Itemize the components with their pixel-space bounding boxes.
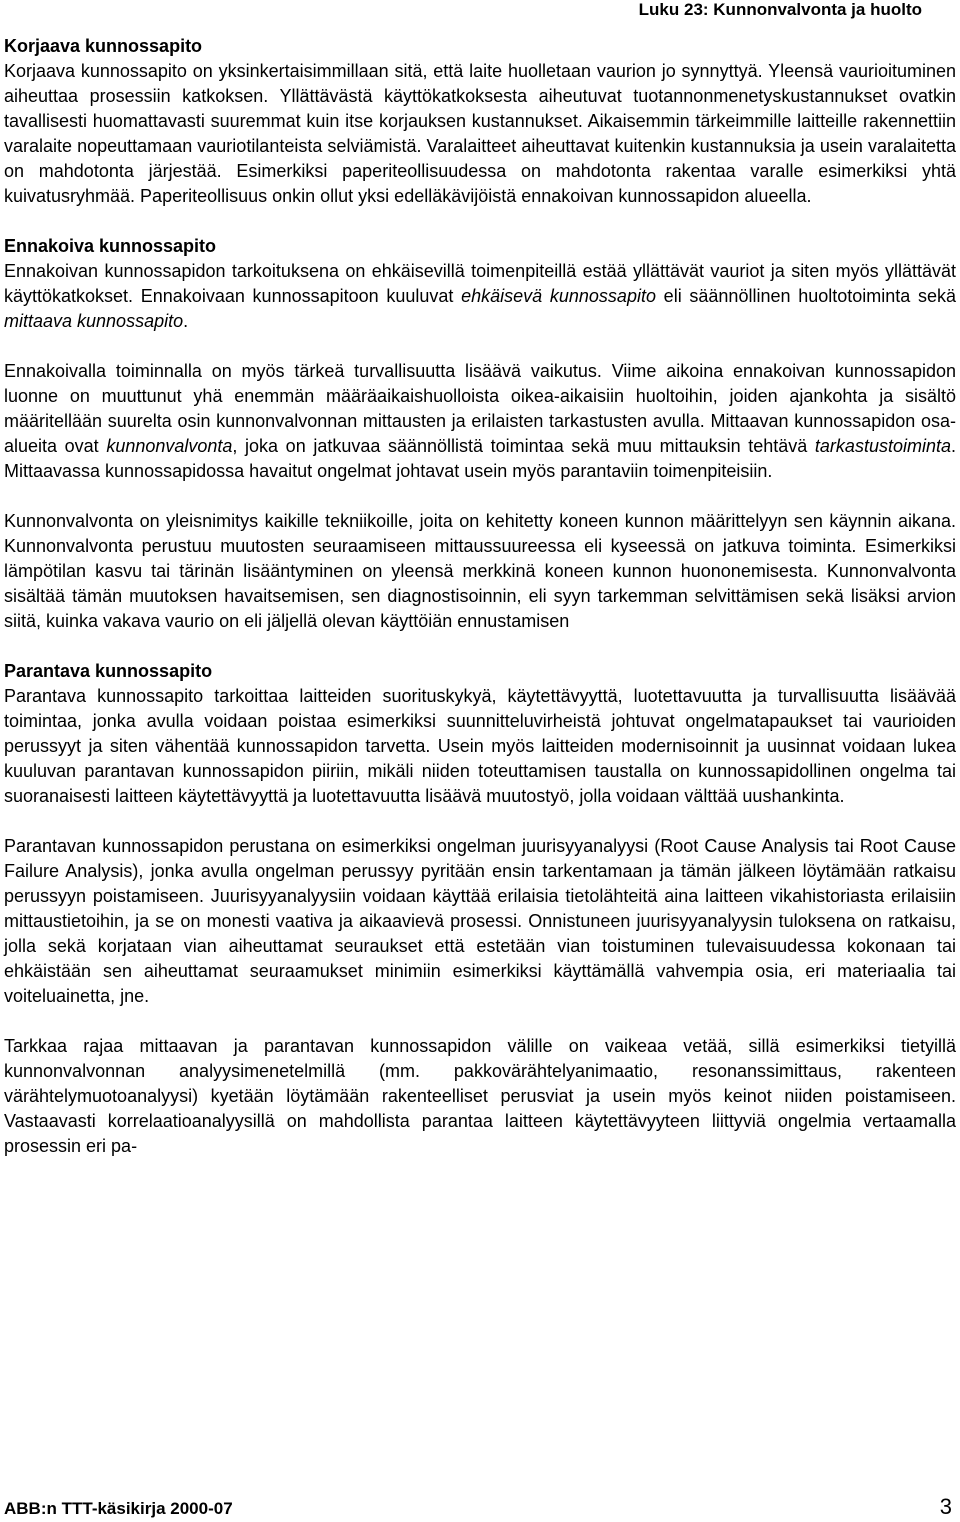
chapter-header: Luku 23: Kunnonvalvonta ja huolto	[638, 0, 922, 19]
paragraph-predictive-3: Kunnonvalvonta on yleisnimitys kaikille tekniikoille, joita on kehitetty koneen kunnon määrittelyyn sen käynnin aikana. Kunnonvalvonta perustuu muutosten seuraamiseen mittaussuureessa eli kyseessä on jatkuva toiminta. Esimerkiksi lämpötilan kasvu tai tärinän lisääntyminen on yleensä merkkinä koneen kunnon huononemisesta. Kunnonvalvonta sisältää tämän muutoksen havaitsemisen, sen diagnostisoinnin, eli syyn tarkemman selvittämisen sekä lisäksi arvion siitä, kuinka vakava vaurio on eli jäljellä olevan käyttöiän ennustamisen	[4, 511, 956, 631]
section-title-improving: Parantava kunnossapito	[4, 661, 213, 681]
paragraph-corrective: Korjaava kunnossapito on yksinkertaisimmillaan sitä, että laite huolletaan vaurion jo synnyttyä. Yleensä vaurioituminen aiheuttaa prosessiin katkoksen. Yllättävästä käyttökatkoksesta aiheutuvat tuotannonmenetyskustannukset ovatkin tavallisesti huomattavasti suuremmat kuin itse korjauksen kustannukset. Aikaisemmin tärkeimmille laitteille rakennettiin varalaite nopeuttamaan vauriotilanteista selviämistä. Varalaitteet aiheuttavat kuitenkin kustannuksia ja usein varalaitetta on mahdotonta järjestää. Esimerkiksi paperiteollisuudessa on mahdotonta rakentaa varalle esimerkiksi yhtä kuivatusryhmää. Paperiteollisuus onkin ollut yksi edelläkävijöistä ennakoivan kunnossapidon alueella.	[4, 61, 956, 206]
term-condition-monitoring: kunnonvalvonta	[106, 436, 233, 456]
paragraph-predictive-2: Ennakoivalla toiminnalla on myös tärkeä turvallisuutta lisäävä vaikutus. Viime aikoina ennakoivan kunnossapidon luonne on muuttunut yhä enemmän määräaikaishuolloista oikea-aikaisiin huoltoihin, joiden ajankohta ja sisältö määritellään suurelta osin kunnonvalvonnan mittausten ja erilaisten tarkastusten avulla. Mittaavan kunnossapidon osa-alueita ovat kunnonvalvonta, joka on jatkuvaa säännöllistä toimintaa sekä muu mittauksin tehtävä tarkastustoiminta. Mittaavassa kunnossapidossa havaitut ongelmat johtavat usein myös parantaviin toimenpiteisiin.	[4, 361, 956, 481]
footer-doc-title: ABB:n TTT-käsikirja 2000-07	[4, 1499, 233, 1518]
term-inspection: tarkastustoiminta	[814, 436, 951, 456]
section-title-predictive: Ennakoiva kunnossapito	[4, 236, 217, 256]
section-title-corrective: Korjaava kunnossapito	[4, 36, 203, 56]
paragraph-predictive-1: Ennakoivan kunnossapidon tarkoituksena on ehkäisevillä toimenpiteillä estää yllättävät vauriot ja siten myös yllättävät käyttökatkokset. Ennakoivaan kunnossapitoon kuuluvat ehkäisevä kunnossapito eli säännöllinen huoltotoiminta sekä mittaava kunnossapito.	[4, 261, 956, 331]
term-measuring: mittaava kunnossapito	[4, 311, 184, 331]
paragraph-improving-2: Parantavan kunnossapidon perustana on esimerkiksi ongelman juurisyyanalyysi (Root Cause Analysis tai Root Cause Failure Analysis), jonka avulla ongelman perussyy pyritään ensin tarkentamaan ja tämän jälkeen löytämään ratkaisu perussyyn poistamiseen. Juurisyyanalyysiin voidaan käyttää erilaisia tietolähteitä aina laitteen vikahistoriasta erilaisiin mittaustietoihin, ja se on monesti vaativa ja aikaavievä prosessi. Onnistuneen juurisyyanalyysin tuloksena on ratkaisu, jolla sekä korjataan vian aiheuttamat seuraukset että estetään vian toistuminen tulevaisuudessa kokonaan tai ehkäistään sen aiheuttamat seuraamukset minimiin esimerkiksi käyttämällä vahvempia osia, eri materiaalia tai voiteluainetta, jne.	[4, 836, 956, 1006]
page-body	[4, 34, 956, 1159]
paragraph-improving-3: Tarkkaa rajaa mittaavan ja parantavan kunnossapidon välille on vaikeaa vetää, sillä esimerkiksi tietyillä kunnonvalvonnan analyysimenetelmillä (mm. pakkovärähtelyanimaatio, resonanssimittaus, rakenteen värähtelymuotoanalyysi) kyetään löytämään rakenteelliset perusviat ja usein myös keinot niiden poistamiseen. Vastaavasti korrelaatioanalyysillä on mahdollista parantaa laitteen käytettävyyteen liittyviä ongelmia vertaamalla prosessin eri pa-	[4, 1036, 956, 1156]
term-preventive: ehkäisevä kunnossapito	[461, 286, 656, 306]
page-number: 3	[939, 1494, 952, 1519]
paragraph-improving-1: Parantava kunnossapito tarkoittaa laitteiden suorituskykyä, käytettävyyttä, luotettavuutta ja turvallisuutta lisäävää toimintaa, jonka avulla voidaan poistaa esimerkiksi suunnitteluvirheistä johtuvat ongelmatapaukset tai vaurioiden perussyyt ja siten vähentää kunnossapidon tarvetta. Usein myös laitteiden modernisoinnit ja uusinnat voidaan lukea kuuluvan parantavan kunnossapidon piiriin, mikäli niiden toteuttamisen taustalla on kunnossapidollinen ongelma tai suoranaisesti laitteen käytettävyyttä ja luotettavuutta lisäävä muutostyö, jolla voidaan välttää uushankinta.	[4, 686, 956, 806]
